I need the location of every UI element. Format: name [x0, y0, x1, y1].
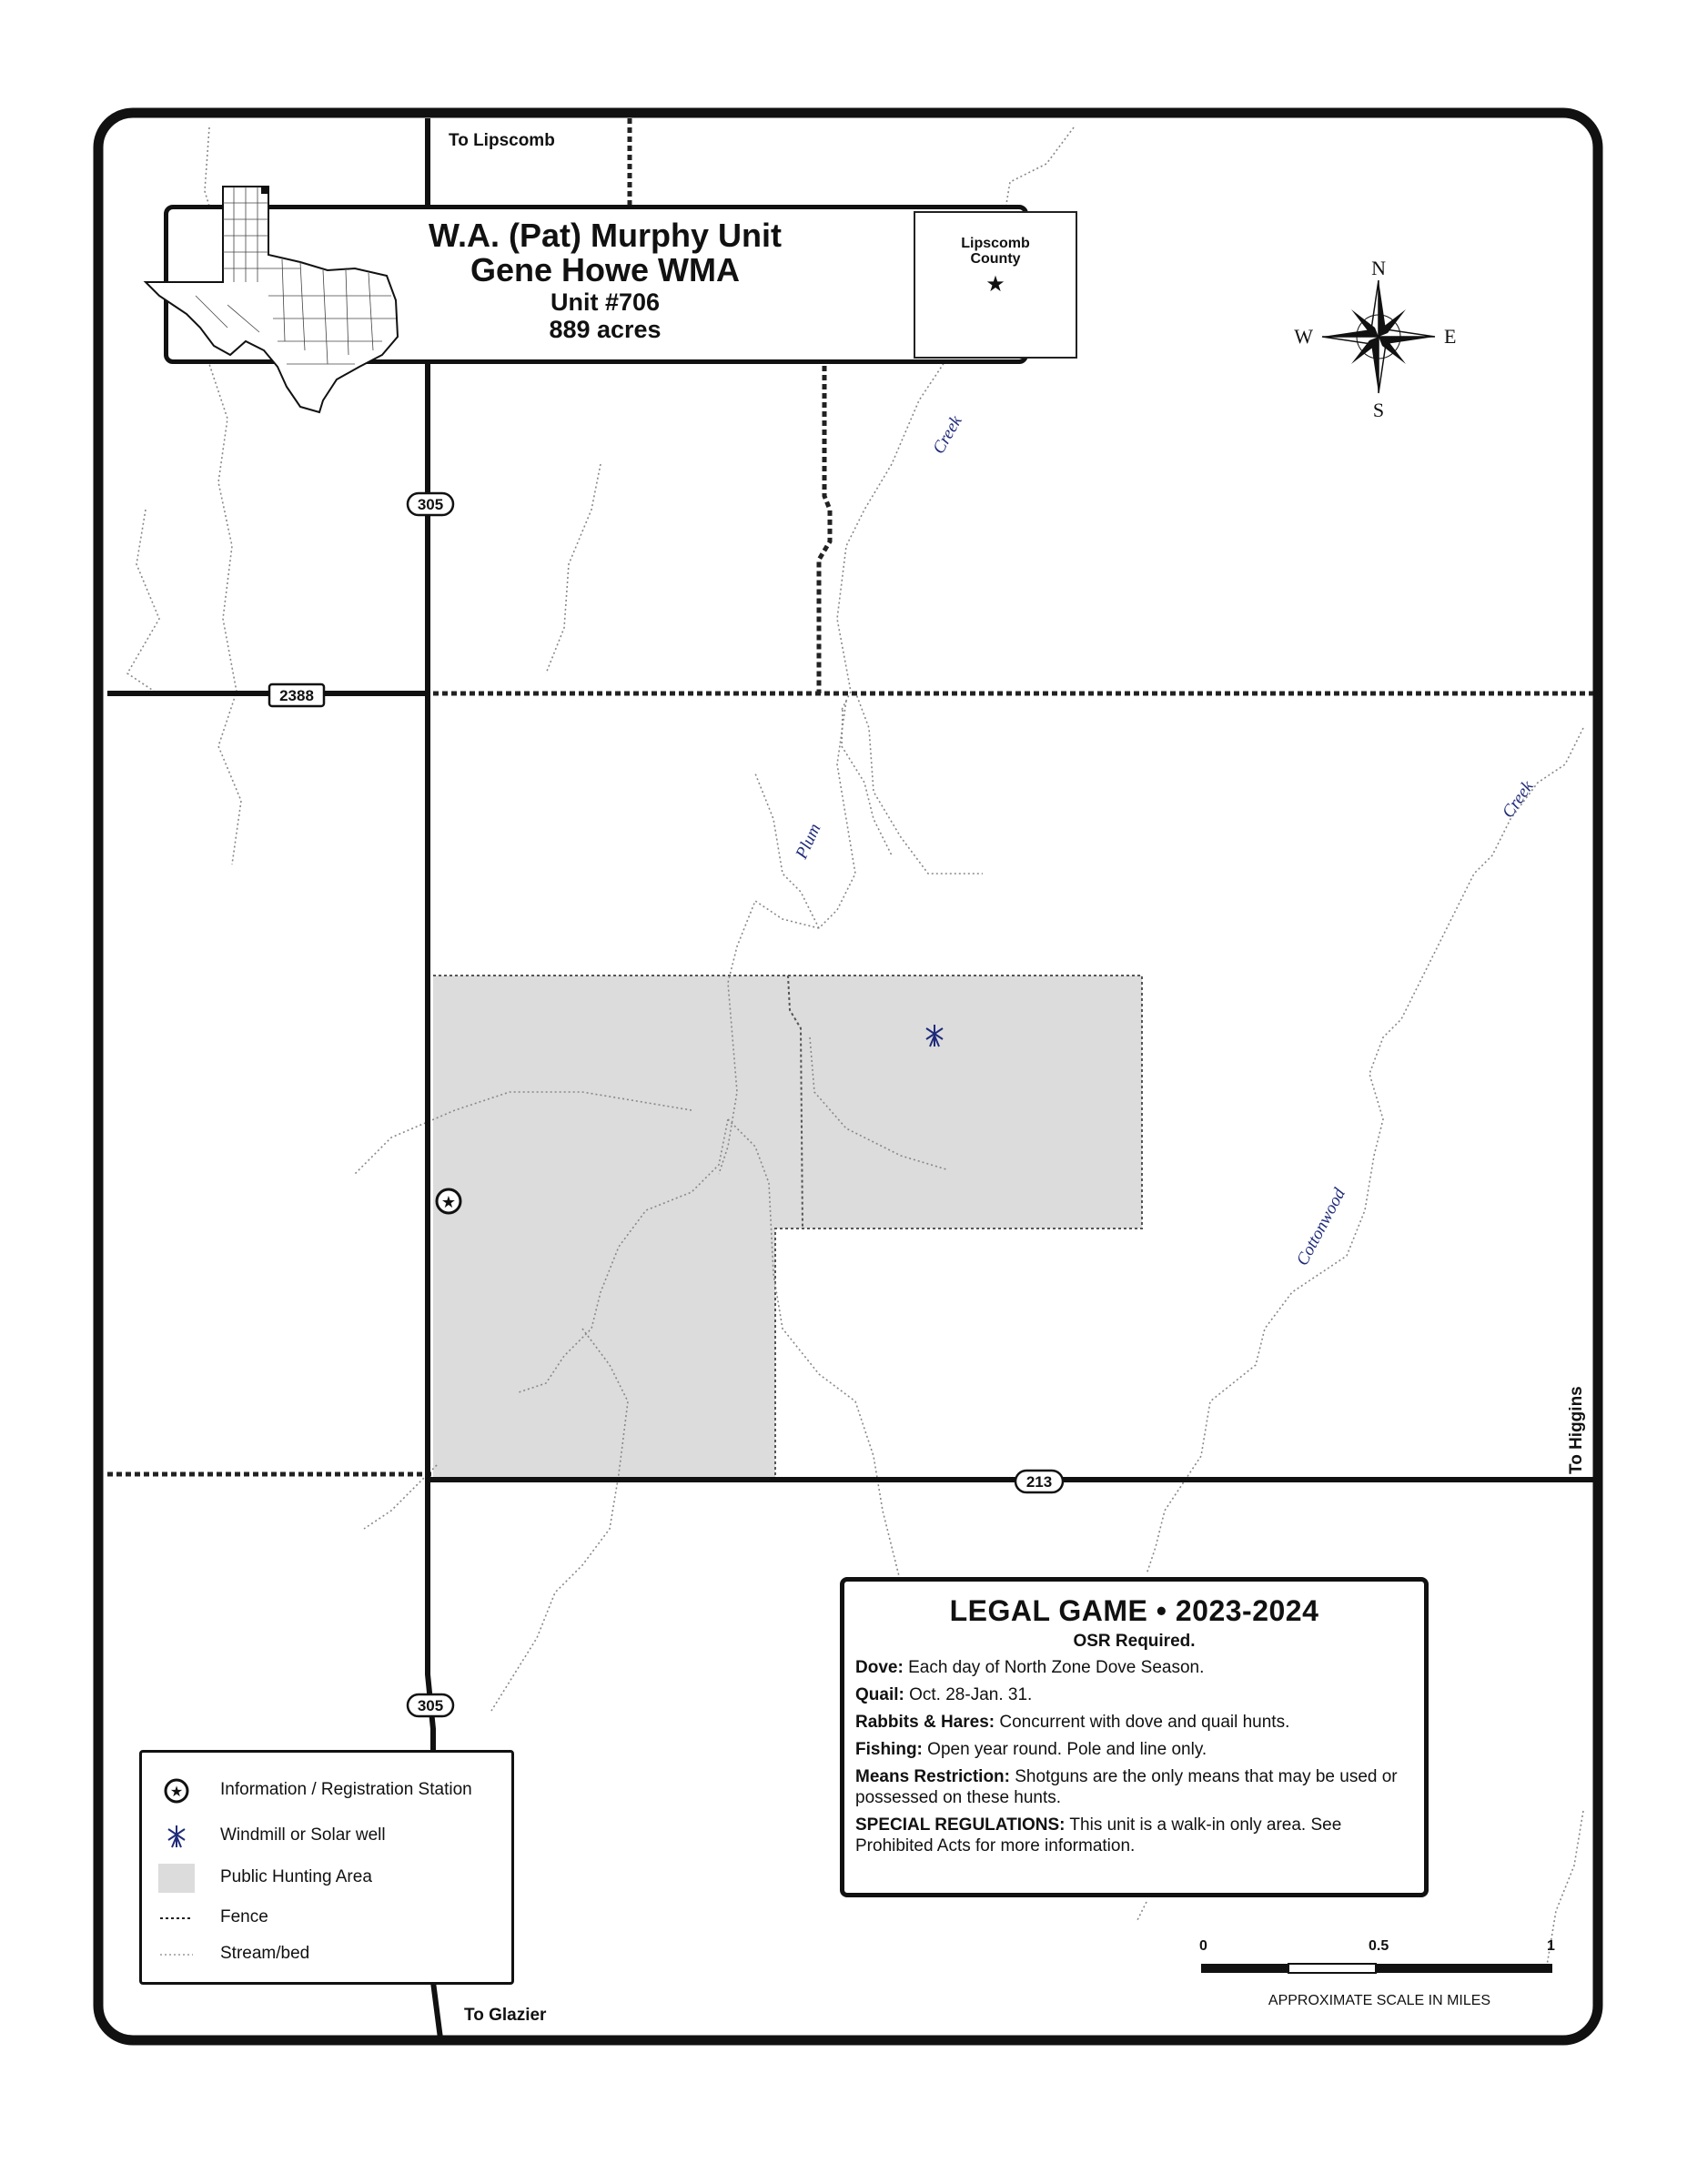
regulation-line — [855, 1739, 1413, 1760]
regulation-label: SPECIAL REGULATIONS: — [855, 1815, 1066, 1835]
regulation-text: Oct. 28-Jan. 31. — [904, 1685, 1033, 1704]
regulation-text: Each day of North Zone Dove Season. — [903, 1658, 1205, 1677]
regulation-text: Concurrent with dove and quail hunts. — [995, 1713, 1290, 1732]
regulation-line — [855, 1684, 1413, 1705]
to-lipscomb-label: To Lipscomb — [449, 131, 555, 150]
county-name-line1: Lipscomb — [961, 236, 1030, 251]
compass-rose — [1294, 257, 1456, 421]
scale-zero: 0 — [1199, 1938, 1207, 1954]
compass-w: W — [1294, 325, 1313, 348]
regulation-label: Quail: — [855, 1685, 904, 1704]
public-area-swatch — [158, 1860, 195, 1896]
to-glazier-label: To Glazier — [464, 2006, 547, 2025]
plum-creek-label: Plum — [792, 820, 825, 863]
county-inset — [914, 211, 1077, 359]
legend-label: Windmill or Solar well — [220, 1825, 386, 1845]
to-higgins-label: To Higgins — [1567, 1386, 1586, 1474]
regulation-line — [855, 1815, 1413, 1856]
scale-caption: APPROXIMATE SCALE IN MILES — [1268, 1993, 1491, 2008]
route-shield-305-bottom — [408, 1694, 453, 1716]
fence-swatch — [158, 1900, 195, 1936]
legal-game-title: LEGAL GAME • 2023-2024 — [949, 1594, 1319, 1627]
wma-name: Gene Howe WMA — [470, 250, 740, 288]
regulation-label: Fishing: — [855, 1740, 923, 1759]
legend-label: Information / Registration Station — [220, 1780, 472, 1799]
compass-s: S — [1372, 399, 1385, 421]
legend-label: Fence — [220, 1907, 268, 1926]
legal-game-subtitle: OSR Required. — [1073, 1632, 1196, 1651]
registration-station-icon — [437, 1189, 460, 1213]
creek-east-label: Creek — [1498, 777, 1538, 822]
legend-box — [139, 1750, 514, 1985]
title-text — [423, 218, 787, 342]
cottonwood-creek-label: Cottonwood — [1292, 1185, 1350, 1269]
regulation-text: This unit is a walk-in only area. See Prohibited Acts for more information. — [855, 1815, 1342, 1855]
legend-row-public-area — [142, 1860, 511, 1896]
legend-label: Public Hunting Area — [220, 1867, 372, 1886]
regulation-label: Means Restriction: — [855, 1767, 1010, 1786]
regulation-label: Rabbits & Hares: — [855, 1713, 995, 1732]
texas-outline-icon — [141, 168, 405, 414]
public-hunting-area — [433, 976, 1142, 1480]
svg-text:★: ★ — [169, 1783, 184, 1800]
regulation-text: Open year round. Pole and line only. — [922, 1740, 1207, 1759]
route-shield-2388 — [269, 684, 324, 706]
county-name-line2: County — [970, 250, 1021, 267]
regulation-text: Shotguns are the only means that may be used or possessed on these hunts. — [855, 1767, 1398, 1807]
regulation-line — [855, 1712, 1413, 1733]
scale-half: 0.5 — [1369, 1938, 1389, 1954]
registration-station-icon — [158, 1773, 195, 1809]
legend-row-fence — [142, 1900, 511, 1936]
shield-2388-text: 2388 — [279, 687, 314, 704]
legend-row-stream — [142, 1936, 511, 1973]
shield-305-bottom-text: 305 — [417, 1697, 444, 1714]
shield-305-top-text: 305 — [417, 496, 444, 513]
legend-label: Stream/bed — [220, 1944, 310, 1963]
regulation-line — [855, 1766, 1413, 1808]
unit-name: W.A. (Pat) Murphy Unit — [429, 217, 782, 254]
county-star-icon: ★ — [985, 271, 1005, 297]
windmill-icon — [158, 1818, 195, 1855]
compass-n: N — [1371, 257, 1386, 279]
svg-text:★: ★ — [440, 1193, 457, 1212]
shield-213-text: 213 — [1025, 1473, 1053, 1491]
legend-row-info-station — [142, 1773, 511, 1809]
unit-number: Unit #706 — [550, 288, 661, 316]
unit-acres: 889 acres — [549, 315, 662, 343]
creek-north-label: Creek — [929, 412, 966, 458]
stream-swatch — [158, 1936, 195, 1973]
title-box — [164, 205, 1028, 364]
regulation-line — [855, 1657, 1413, 1678]
legend-row-windmill — [142, 1818, 511, 1855]
route-shield-305-top — [408, 493, 453, 515]
route-shield-213 — [1015, 1471, 1063, 1492]
scale-bar-graphic — [1201, 1960, 1556, 1978]
compass-e: E — [1444, 325, 1457, 348]
regulation-label: Dove: — [855, 1658, 904, 1677]
scale-one: 1 — [1547, 1938, 1555, 1954]
legal-game-box — [840, 1577, 1429, 1897]
